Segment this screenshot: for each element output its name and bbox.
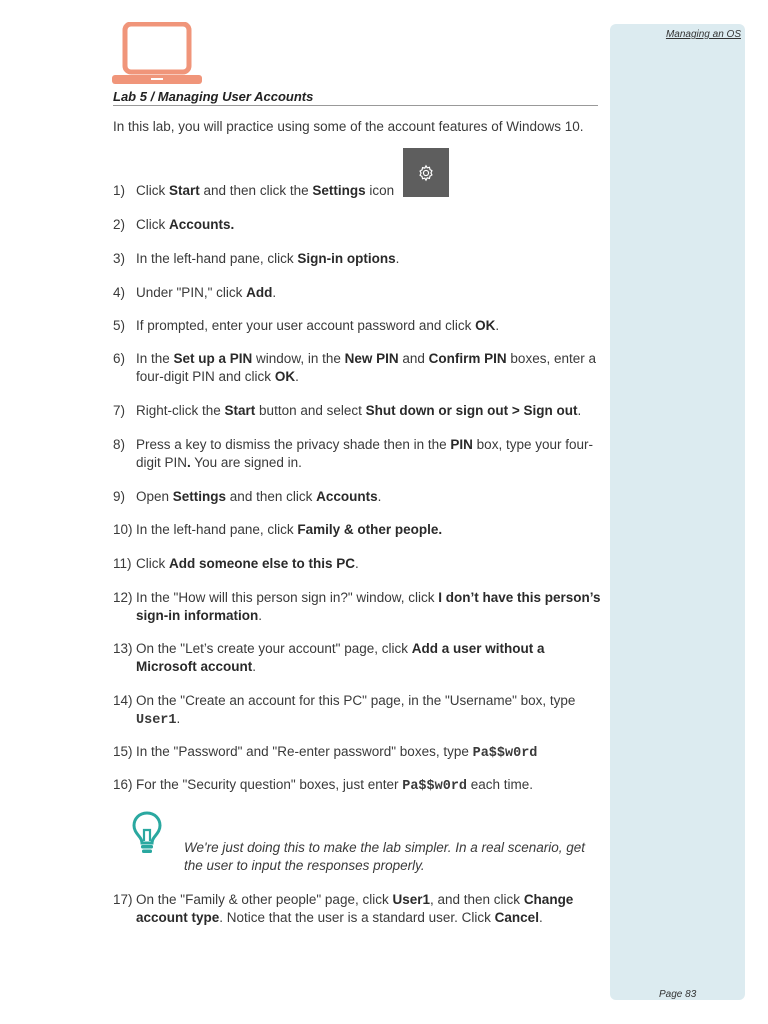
step-text: In the left-hand pane, click Sign-in options. — [136, 251, 400, 266]
step-number: 8) — [113, 437, 126, 452]
step-text: Click Start and then click the Settings icon — [136, 183, 395, 198]
step-13 — [113, 640, 603, 676]
step-text: On the "Create an account for this PC" page, in the "Username" box, type User1. — [136, 693, 576, 728]
step-text: In the Set up a PIN window, in the New PIN and Confirm PIN boxes, enter a four-digit PIN and click OK. — [136, 351, 596, 384]
step-6 — [113, 350, 603, 386]
step-number: 16) — [113, 777, 133, 792]
step-3 — [113, 250, 603, 268]
margin-sidebar — [610, 24, 745, 1000]
running-head: Managing an OS — [665, 29, 741, 40]
step-number: 4) — [113, 285, 126, 300]
laptop-icon — [112, 22, 204, 91]
step-number: 17) — [113, 892, 133, 907]
step-text: Under "PIN," click Add. — [136, 285, 277, 300]
step-15 — [113, 743, 603, 763]
step-5 — [113, 317, 603, 335]
step-number: 2) — [113, 217, 126, 232]
gear-icon — [417, 164, 435, 182]
step-4 — [113, 284, 603, 302]
step-number: 15) — [113, 744, 133, 759]
step-text: In the "How will this person sign in?" window, click I don’t have this person’s sign-in information. — [136, 590, 601, 623]
step-8 — [113, 436, 603, 472]
step-7 — [113, 402, 603, 420]
step-text: For the "Security question" boxes, just enter Pa$$w0rd each time. — [136, 777, 534, 794]
intro-paragraph: In this lab, you will practice using some of the account features of Windows 10. — [113, 119, 584, 134]
step-11 — [113, 555, 603, 573]
step-text: Click Accounts. — [136, 217, 235, 232]
step-number: 1) — [113, 183, 126, 198]
step-text: If prompted, enter your user account password and click OK. — [136, 318, 500, 333]
step-14 — [113, 692, 603, 730]
step-number: 12) — [113, 590, 133, 605]
step-text: Open Settings and then click Accounts. — [136, 489, 382, 504]
step-number: 13) — [113, 641, 133, 656]
step-number: 3) — [113, 251, 126, 266]
step-12 — [113, 589, 603, 625]
step-1 — [113, 182, 603, 200]
step-text: Click Add someone else to this PC. — [136, 556, 359, 571]
lab-title: Lab 5 / Managing User Accounts — [113, 89, 598, 106]
step-number: 6) — [113, 351, 126, 366]
tip-text: We're just doing this to make the lab simpler. In a real scenario, get the user to input the responses properly. — [184, 840, 586, 873]
step-text: In the "Password" and "Re-enter password" boxes, type Pa$$w0rd — [136, 744, 538, 761]
step-10 — [113, 521, 603, 539]
step-number: 14) — [113, 693, 133, 708]
step-2 — [113, 216, 603, 234]
page-number: Page 83 — [659, 989, 697, 1000]
step-text: Right-click the Start button and select Shut down or sign out > Sign out. — [136, 403, 582, 418]
step-number: 10) — [113, 522, 133, 537]
step-9 — [113, 488, 603, 506]
step-number: 9) — [113, 489, 126, 504]
step-17 — [113, 891, 603, 927]
step-16 — [113, 776, 603, 796]
step-text: On the "Let’s create your account" page, click Add a user without a Microsoft account. — [136, 641, 545, 674]
step-text: Press a key to dismiss the privacy shade then in the PIN box, type your four-digit PIN. You are signed in. — [136, 437, 593, 470]
step-text: In the left-hand pane, click Family & other people. — [136, 522, 443, 537]
lightbulb-icon — [131, 810, 163, 861]
step-text: On the "Family & other people" page, click User1, and then click Change account type. Notice that the user is a standard user. Click Cancel. — [136, 892, 574, 925]
step-number: 5) — [113, 318, 126, 333]
step-number: 7) — [113, 403, 126, 418]
step-number: 11) — [113, 556, 132, 571]
